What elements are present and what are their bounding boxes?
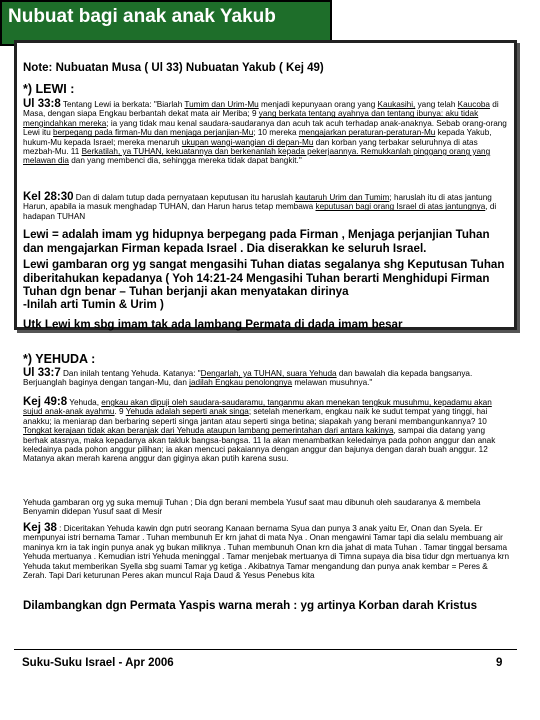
page-title: Nubuat bagi anak anak Yakub [8, 6, 276, 27]
underlined-span: kautaruh Urim dan Tumim [295, 193, 390, 202]
footer-divider [14, 649, 517, 650]
text-span: dan yang membenci dia, sehingga mereka tidak dapat bangkit." [68, 156, 302, 166]
yehuda-heading: *) YEHUDA : [23, 352, 96, 366]
yehuda-final: Dilambangkan dgn Permata Yaspis warna merah : yg artinya Korban darah Kristus [23, 599, 478, 612]
yehuda-kej49-passage [23, 398, 511, 464]
text-span: : Diceritakan Yehuda kawin dgn putri seorang Kanaan bernama Syua dan punya 3 anak yaitu Er, Onan dan Syela. Er mempunyai istri bernama Tamar . Tuhan membunuh Er krn jahat di mata Nya . Onan mengawini Tamar tapi dia selalu membuang air maninya krn ia tak ingin punya anak yg bukan miliknya . Tuhan membunuh Onan krn dia jahat di mata Tuhan . Tamar tinggal bersama Yehuda mertuanya . Kemudian istri Yehuda meninggal . Tamar menjebak mertuanya di Timna supaya dia bisa tidur dgn mertuanya krn Yehuda takut memberikan Syella sbg suami Tamar yg ketiga . Akibatnya Tamar mengandung dan punya anak kembar = Peres & Zerah. Tapi Dari keturunan Peres akan muncul Raja Daud & Yesus Penebus kita [23, 524, 510, 581]
text-span: dan korban yang terbakar seluruhnya di atas mezbah-Mu. 11 [23, 137, 478, 157]
underlined-span: Yehuda adalah seperti anak singa [125, 407, 249, 417]
yehuda-summary: Yehuda gambaran org yg suka memuji Tuhan ; Dia dgn berani membela Yusuf saat mau dibunuh oleh saudaranya & membela Benyamin didepan Yusuf saat di Mesir [23, 498, 481, 517]
yehuda-ul-passage [23, 369, 511, 388]
lewi-heading: *) LEWI : [23, 82, 75, 96]
text-span: , sampai dia datang yang berhak atasnya, maka kepadanya akan takluk bangsa-bangsa. 11 Ia akan menambatkan keledainya pada pohon anggur dan anak keledainya pada pohon anggur pilihan; ia akan mencuci pakaiannya dengan anggur dan bajunya dengan darah buah anggur. 12 Matanya akan merah karena anggur dan giginya akan putih karena susu. [23, 426, 496, 464]
lewi-kel-ref: Kel 28:30 [23, 191, 74, 203]
underlined-span: berpegang pada firman-Mu dan menjaga perjanjian-Mu [53, 128, 254, 138]
lewi-ul-ref: Ul 33:8 [23, 98, 61, 110]
text-span: ; ia yang tidak mau kenal saudara-saudaranya dan acuh tak acuh terhadap anak-anaknya. Sebab orang-orang Lewi itu [23, 118, 507, 138]
underlined-span: jadilah Engkau penolongnya [189, 378, 293, 388]
text-span: melawan musuhnya." [292, 378, 373, 388]
text-span: ; 10 mereka [253, 128, 299, 138]
lewi-summary-1: Lewi = adalah imam yg hidupnya berpegang pada Firman , Menjaga perjanjian Tuhan dan mengajarkan Firman kepada Israel . Dia diserakkan ke seluruh Israel. [23, 228, 490, 255]
text-span: Yehuda, [67, 398, 102, 407]
yehuda-kej38-passage [23, 524, 511, 580]
text-span: di Masa, dengan siapa Engkau berbantah dekat mata air Meriba; 9 [23, 100, 499, 119]
text-span: kepada Yakub, hukum-Mu kepada Israel; mereka menaruh [23, 128, 492, 147]
text-span: Dan di dalam tutup dada pernyataan keputusan itu haruslah [73, 193, 296, 202]
text-span: , di hadapan TUHAN [23, 202, 497, 221]
underlined-span: ukupan wangi-wangian di depan-Mu [181, 137, 314, 147]
underlined-span: Dengarlah, ya TUHAN, suara Yehuda [200, 369, 337, 378]
page-number: 9 [496, 657, 503, 669]
underlined-span: Kaucoba [457, 100, 490, 109]
text-span: ; haruslah itu di atas jantung Harun, apabila ia masuk menghadap TUHAN, dan Harun harus tetap membawa [23, 193, 492, 212]
lewi-kel-passage [23, 193, 511, 221]
text-span: ; setelah menerkam, engkau naik ke sudut tempat yang tinggi, hai anakku; ia meniarap dan berbaring seperti singa jantan atau seperti singa betina; siapakah yang berani membangunkannya? 10 [23, 407, 488, 426]
underlined-span: Berkatilah, ya TUHAN, kekuatannya dan berkenanlah kepada pekerjaannya. Remukkanlah pinggang orang yang melawan dia [23, 147, 491, 166]
text-span: menjadi kepunyaan orang yang [258, 100, 378, 109]
underlined-span: engkau akan dipuji oleh saudara-saudaramu, tanganmu akan menekan tengkuk musuhmu, kepadamu akan sujud anak-anak ayahmu [23, 398, 492, 417]
underlined-span: mengajarkan peraturan-peraturan-Mu [298, 128, 436, 138]
underlined-span: Kaukasihi, [377, 100, 416, 109]
note-line: Note: Nubuatan Musa ( Ul 33) Nubuatan Yakub ( Kej 49) [23, 62, 324, 74]
underlined-span: Tongkat kerajaan tidak akan beranjak dari Yehuda ataupun lambang pemerintahan dari antara kakinya [23, 426, 394, 436]
yehuda-ul-ref: Ul 33:7 [23, 367, 61, 379]
text-span: yang telah [415, 100, 458, 109]
text-span: . 9 [114, 407, 126, 417]
lewi-ul-passage [23, 100, 511, 166]
underlined-span: Tumim dan Urim-Mu [184, 100, 259, 109]
text-span: dan bawalah dia kepada bangsanya. Berjuanglah baginya dengan tangan-Mu, dan [23, 369, 473, 388]
yehuda-kej38-ref: Kej 38 [23, 522, 57, 534]
footer-text: Suku-Suku Israel - Apr 2006 [22, 657, 174, 669]
underlined-span: yang berkata tentang ayahnya dan tentang ibunya: aku tidak mengindahkan mereka [23, 109, 479, 128]
lewi-summary-4: Utk Lewi km sbg imam tak ada lambang Permata di dada imam besar [23, 318, 403, 331]
underlined-span: keputusan bagi orang Israel di atas jantungnya [315, 202, 486, 212]
yehuda-kej49-ref: Kej 49:8 [23, 396, 68, 408]
lewi-summary-3: -Inilah arti Tumin & Urim ) [23, 298, 164, 311]
lewi-summary-2: Lewi gambaran org yg sangat mengasihi Tuhan diatas segalanya shg Keputusan Tuhan diberitahukan kepadanya ( Yoh 14:21-24 Mengasihi Tuhan berarti Menghidupi Firman Tuhan dgn benar – Tuhan berjanji akan menyatakan dirinya [23, 258, 505, 299]
text-span: Tentang Lewi ia berkata: "Biarlah [60, 100, 185, 109]
text-span: Dan inilah tentang Yehuda. Katanya: " [60, 369, 201, 378]
